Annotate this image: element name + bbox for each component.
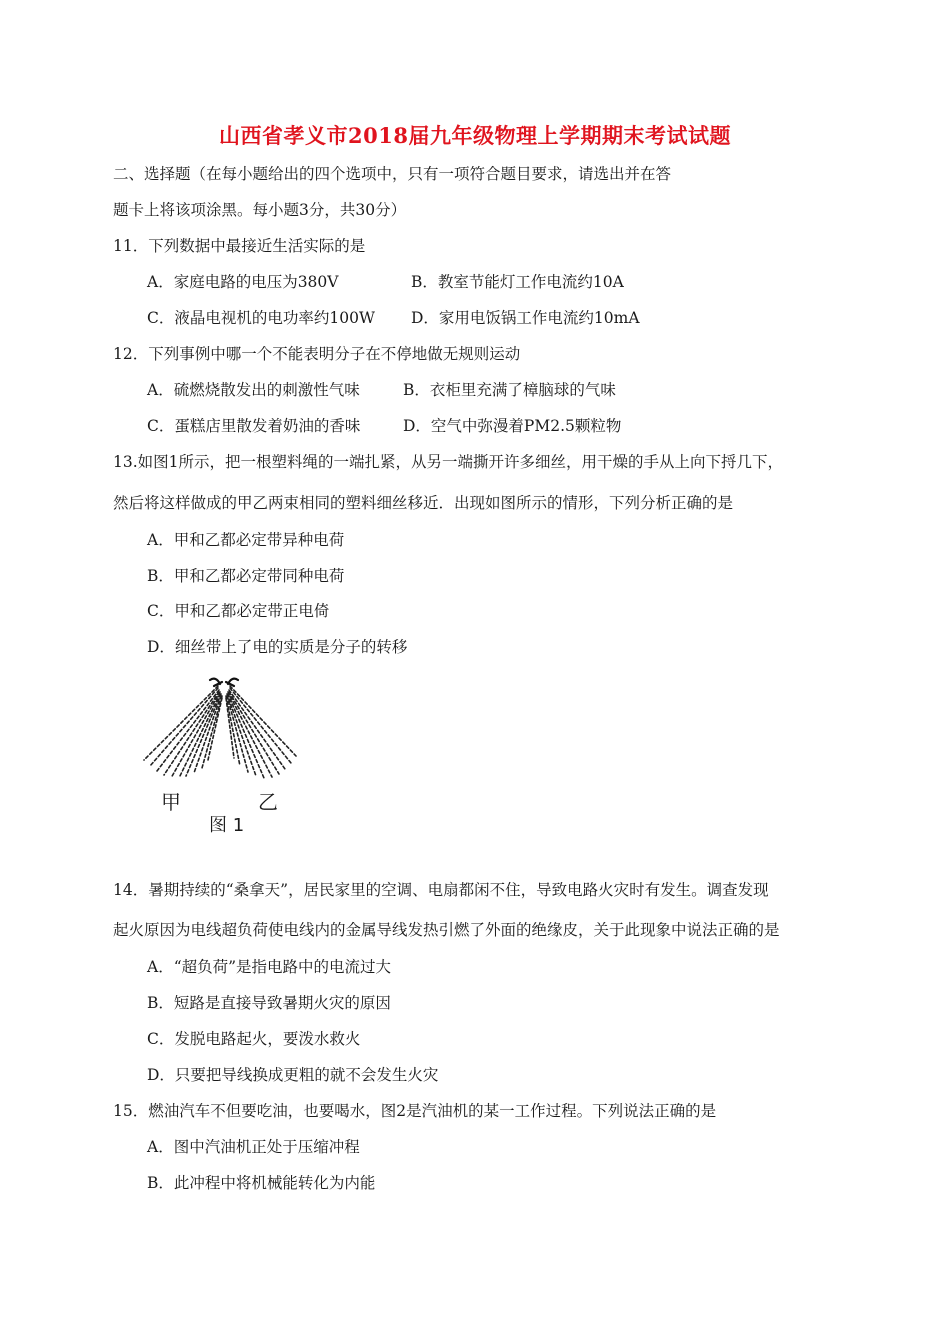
page-title: 山西省孝义市2018届九年级物理上学期期末考试试题 (219, 123, 731, 148)
q14-option-a: A．“超负荷”是指电路中的电流过大 (147, 958, 392, 976)
q14-stem-line1: 14．暑期持续的“桑拿天”，居民家里的空调、电扇都闲不住，导致电路火灾时有发生。调查发现 (113, 881, 769, 899)
q11-option-a: A．家庭电路的电压为380V (147, 273, 339, 291)
q13-option-d: D．细丝带上了电的实质是分子的转移 (147, 638, 408, 656)
q11-option-b: B．教室节能灯工作电流约10A (411, 273, 624, 291)
q14-stem-line2: 起火原因为电线超负荷使电线内的金属导线发热引燃了外面的绝缘皮，关于此现象中说法正确的是 (113, 921, 780, 939)
q13-option-c: C．甲和乙都必定带正电倚 (147, 602, 330, 620)
q11-option-c: C．液晶电视机的电功率约100W (147, 309, 375, 327)
q12-option-c: C．蛋糕店里散发着奶油的香味 (147, 417, 361, 435)
q14-option-b: B．短路是直接导致暑期火灾的原因 (147, 994, 391, 1012)
q13-stem-line2: 然后将这样做成的甲乙两束相同的塑料细丝移近．出现如图所示的情形，下列分析正确的是 (113, 494, 734, 512)
figure-1-label-jia: 甲 (161, 790, 181, 814)
section-intro-line2: 题卡上将该项涂黑。每小题3分，共30分） (113, 201, 407, 219)
q14-option-d: D．只要把导线换成更粗的就不会发生火灾 (147, 1066, 439, 1084)
figure-1-caption: 图 1 (209, 815, 245, 836)
q12-stem: 12．下列事例中哪一个不能表明分子在不停地做无规则运动 (113, 345, 521, 363)
q11-option-d: D．家用电饭锅工作电流约10mA (411, 309, 640, 327)
q15-stem: 15．燃油汽车不但要吃油，也要喝水，图2是汽油机的某一工作过程。下列说法正确的是 (113, 1102, 717, 1120)
section-intro-line1: 二、选择题（在每小题给出的四个选项中，只有一项符合题目要求，请选出并在答 (113, 165, 672, 183)
q13-option-a: A．甲和乙都必定带异种电荷 (147, 531, 345, 549)
q13-option-b: B．甲和乙都必定带同种电荷 (147, 567, 345, 585)
q15-option-a: A．图中汽油机正处于压缩冲程 (147, 1138, 360, 1156)
q12-option-d: D．空气中弥漫着PM2.5颗粒物 (403, 417, 622, 435)
q11-stem: 11．下列数据中最接近生活实际的是 (113, 237, 366, 255)
q15-option-b: B．此冲程中将机械能转化为内能 (147, 1174, 376, 1192)
q12-option-b: B．衣柜里充满了樟脑球的气味 (403, 381, 616, 399)
q13-stem-line1: 13.如图1所示，把一根塑料绳的一端扎紧，从另一端撕开许多细丝，用干燥的手从上向下捋几下， (113, 453, 784, 471)
q14-option-c: C．发脱电路起火，要泼水救火 (147, 1030, 361, 1048)
q12-option-a: A．硫燃烧散发出的刺激性气味 (147, 381, 360, 399)
figure-1-label-yi: 乙 (258, 790, 278, 814)
